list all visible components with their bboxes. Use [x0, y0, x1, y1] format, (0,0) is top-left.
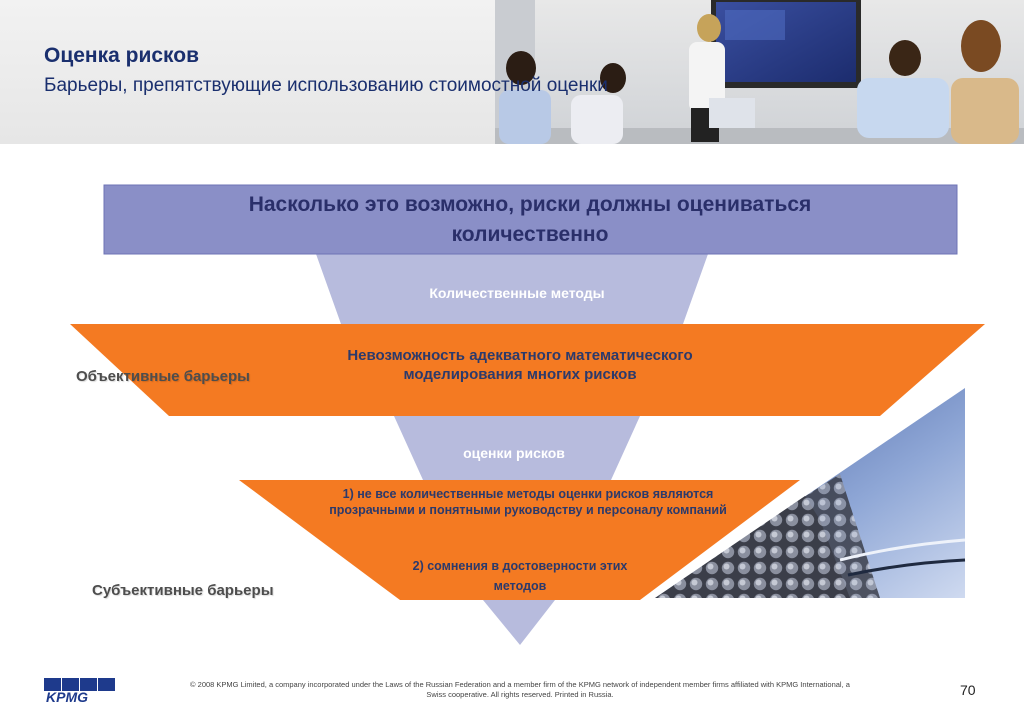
- funnel-label-quantitative: Количественные методы: [429, 285, 605, 301]
- objective-barriers-label: Объективные барьеры: [76, 368, 250, 385]
- kpmg-logo-text: KPMG: [46, 689, 88, 704]
- subjective-point-1: 1) не все количественные методы оценки рисков являются прозрачными и понятными руководству и персоналу компаний: [329, 487, 727, 517]
- page-subtitle: Барьеры, препятствующие использованию стоимостной оценки: [44, 75, 608, 96]
- subjective-point-2: 2) сомнения в достоверности этих методов: [412, 559, 628, 593]
- funnel-label-risk-assessment: оценки рисков: [463, 445, 565, 461]
- funnel-segment-bottom: [483, 600, 555, 645]
- subjective-barriers-label: Субъективные барьеры: [92, 582, 274, 599]
- page-number: 70: [960, 682, 976, 698]
- kpmg-logo: [44, 678, 116, 704]
- page-title: Оценка рисков: [44, 44, 200, 67]
- top-box-text: Насколько это возможно, риски должны оцениваться количественно: [248, 193, 812, 246]
- orange-band-objective-text: Невозможность адекватного математического моделирования многих рисков: [347, 347, 693, 383]
- footer-legal: © 2008 KPMG Limited, a company incorporated under the Laws of the Russian Federation and a member firm of the KPMG network of independent member firms affiliated with KPMG International, a Swiss cooperative. All rights reserved. Printed in Russia.: [190, 680, 850, 699]
